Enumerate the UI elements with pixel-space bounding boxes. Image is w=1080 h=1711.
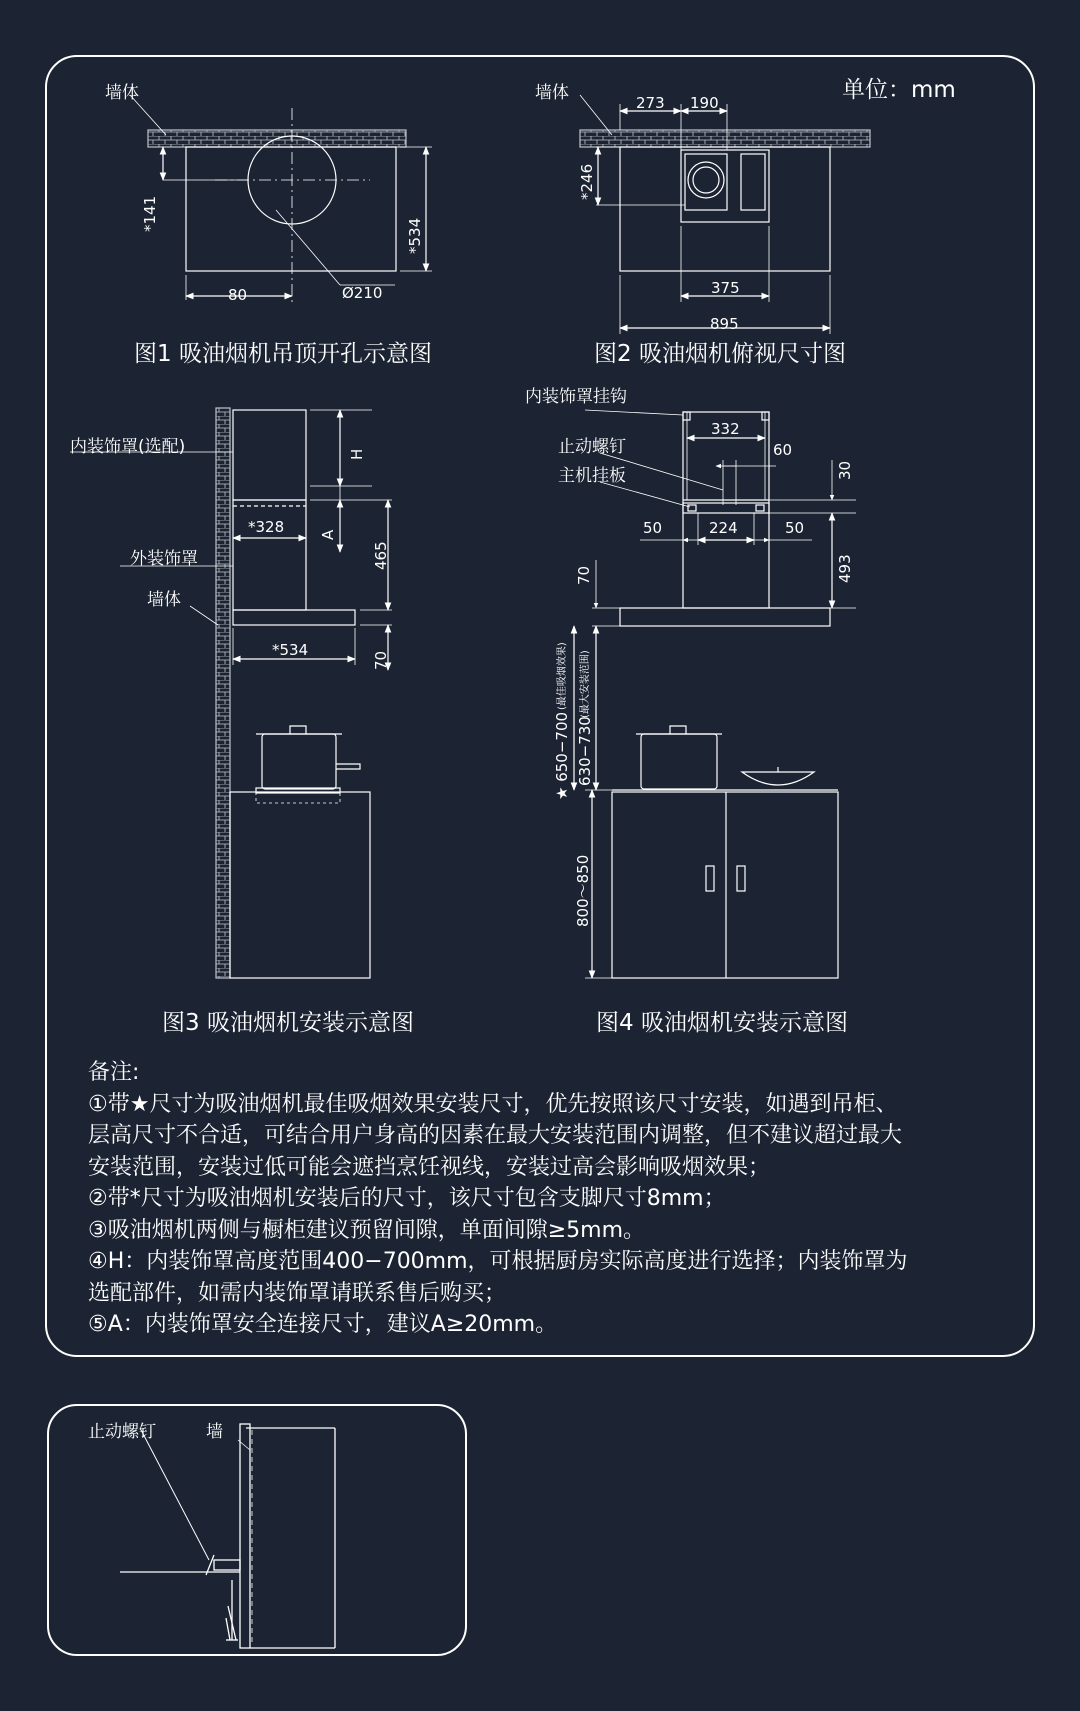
fig4-dim-best-note: (最佳吸烟效果) [557, 642, 568, 710]
fig4-drawing [574, 410, 856, 978]
fig4-handle-right [737, 866, 745, 891]
fig1-hood-outline [186, 147, 396, 271]
fig4-dim-332: 332 [711, 420, 740, 438]
fig4-caption: 图4 吸油烟机安装示意图 [596, 1010, 848, 1036]
detail-screw-head [214, 1560, 240, 1570]
notes-line: ③吸油烟机两侧与橱柜建议预留间隙，单面间隙≥5mm。 [88, 1217, 646, 1243]
fig4-handle-left [706, 866, 714, 891]
fig4-dim-493: 493 [836, 554, 854, 583]
fig1-wall-label: 墙体 [105, 83, 139, 103]
notes-line: ④H：内装饰罩高度范围400−700mm，可根据厨房实际高度进行选择；内装饰罩为 [88, 1249, 908, 1274]
fig4-dim-range: 630−730 [576, 716, 594, 786]
fig4-dim-50a: 50 [643, 519, 663, 537]
fig2-dim-273: 273 [636, 94, 665, 112]
fig2-wall-label: 墙体 [535, 83, 569, 103]
fig4-dim-60: 60 [773, 441, 793, 459]
fig3-cabinet [230, 792, 370, 978]
notes-line: ②带*尺寸为吸油烟机安装后的尺寸，该尺寸包含支脚尺寸8mm； [88, 1186, 726, 1211]
fig1-dim-80: 80 [228, 286, 248, 304]
fig3-dim-328: *328 [248, 518, 285, 536]
fig2-caption: 图2 吸油烟机俯视尺寸图 [594, 341, 846, 367]
detail-stop-screw-label: 止动螺钉 [88, 1422, 156, 1442]
fig3-dim-465: 465 [372, 541, 390, 570]
fig1-dim-534: *534 [406, 217, 424, 254]
fig3-dim-534: *534 [272, 641, 309, 659]
fig4-wok [742, 772, 814, 785]
fig3-dim-h: H [348, 448, 366, 460]
notes-line: ⑤A：内装饰罩安全连接尺寸，建议A≥20mm。 [88, 1312, 558, 1337]
fig4-dim-50b: 50 [785, 519, 805, 537]
fig4-cabinet [612, 792, 838, 978]
fig3-dim-70: 70 [372, 650, 390, 670]
notes-line: 选配部件，如需内装饰罩请联系售后购买； [88, 1280, 507, 1306]
fig2-drawing [580, 95, 870, 334]
notes-line: 安装范围，安装过低可能会遮挡烹饪视线，安装过高会影响吸烟效果； [88, 1154, 771, 1180]
fig4-plate-label: 主机挂板 [558, 466, 626, 486]
fig1-drawing [130, 95, 432, 302]
fig4-dim-30: 30 [836, 460, 854, 480]
fig3-inner-cover-label: 内装饰罩(选配) [70, 437, 186, 457]
unit-label: 单位：mm [842, 77, 956, 103]
fig3-wall-brick [216, 408, 230, 978]
notes-line: 层高尺寸不合适，可结合用户身高的因素在最大安装范围内调整，但不建议超过最大 [88, 1123, 903, 1148]
fig3-outer-cover [233, 500, 306, 610]
fig3-wall-label: 墙体 [147, 590, 181, 610]
notes-title: 备注: [88, 1060, 140, 1085]
fig3-hood-body [233, 610, 355, 625]
fig2-ceiling-brick [580, 130, 870, 147]
fig1-caption: 图1 吸油烟机吊顶开孔示意图 [134, 341, 432, 367]
fig2-dim-375: 375 [711, 279, 740, 297]
fig3-caption: 图3 吸油烟机安装示意图 [162, 1010, 414, 1036]
fig2-side-box [741, 154, 765, 210]
fig2-dim-895: 895 [710, 315, 739, 333]
fig3-pot [262, 734, 336, 789]
fig4-dim-224: 224 [709, 519, 738, 537]
notes-block [88, 1057, 1018, 1341]
fig4-dim-best: ★ 650−700 [553, 711, 571, 800]
detail-wall [240, 1424, 250, 1648]
fig1-dim-141: *141 [141, 195, 159, 232]
fig3-dim-a: A [319, 529, 337, 540]
notes-line: ①带★尺寸为吸油烟机最佳吸烟效果安装尺寸，优先按照该尺寸安装，如遇到吊柜、 [88, 1091, 898, 1117]
fig3-inner-cover [233, 410, 306, 500]
fig3-drawing [70, 408, 392, 978]
fig2-hood-outline [620, 147, 830, 271]
fig4-pot [641, 734, 717, 789]
detail-drawing [120, 1424, 335, 1648]
fig4-stop-screw-label: 止动螺钉 [558, 437, 626, 457]
fig4-hood-body [620, 608, 830, 626]
fig4-dim-70: 70 [575, 565, 593, 585]
fig4-dim-range-note: (最大安装范围) [580, 650, 591, 718]
fig1-dim-210: Ø210 [342, 284, 383, 302]
fig3-outer-cover-label: 外装饰罩 [130, 549, 198, 569]
fig4-dim-cabinet: 800～850 [574, 854, 592, 927]
fig2-dim-190: 190 [690, 94, 719, 112]
detail-wall-label: 墙 [206, 1422, 223, 1442]
fig2-dim-246: *246 [578, 163, 596, 200]
fig4-hook-label: 内装饰罩挂钩 [525, 387, 627, 407]
